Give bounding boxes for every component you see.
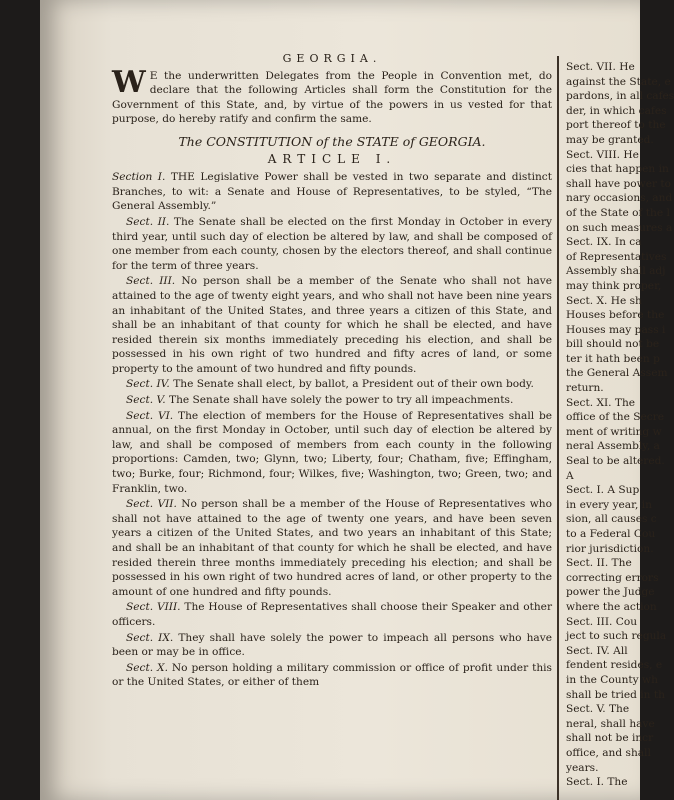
article-heading: ARTICLE I.	[267, 151, 397, 166]
right-column-line: years.	[566, 761, 599, 774]
right-column-line: shall be tried in th	[566, 688, 665, 701]
section-label: Sect. VII.	[126, 498, 177, 511]
right-column-line: nary occasions, and	[566, 192, 673, 205]
section-label: Sect. IV.	[126, 378, 170, 391]
section-text: The House of Representatives shall choose their Speaker and other officers.	[112, 601, 553, 628]
newspaper-page	[40, 0, 674, 800]
right-column-line: Sect. XI. The	[566, 396, 636, 409]
section-text: The election of members for the House of Representatives shall be annual, on the first Monday in October, until such day of election be altered by law, and shall be composed of members from each county in the following proportions: Camden, two; Glynn, two; Liberty, four; Chatham, five; Effingham, two; Burke, four; Richmond, four; Wilkes, five; Washington, two; Green, two; and Franklin, two.	[112, 409, 553, 495]
right-column-line: neral, shall have	[566, 717, 655, 730]
section-paragraph	[112, 393, 552, 408]
right-column-line: in every year, in	[566, 498, 652, 511]
right-column-line: cies that happen in	[566, 163, 669, 176]
right-column-line: ment of writing w	[566, 425, 662, 438]
right-column-line: sion, all causes c	[566, 513, 657, 526]
section-label: Sect. IX.	[126, 631, 174, 644]
right-column-line: where the action	[566, 600, 657, 613]
right-column-line: of the State of the l	[566, 206, 670, 219]
right-column-line: Assembly shall adj	[566, 265, 666, 278]
section-label: Sect. III.	[126, 275, 176, 288]
right-column-line: neral Assembly, a	[566, 440, 660, 453]
constitution-title: The CONSTITUTION of the STATE of GEORGIA.	[178, 133, 486, 149]
right-column-line: fendent resides, e	[566, 659, 663, 672]
section-paragraph	[112, 377, 552, 392]
drop-cap: W	[112, 64, 146, 100]
section-paragraph	[112, 215, 552, 273]
right-column-line: in the County wh	[566, 673, 658, 686]
right-column-line: office, and shall	[566, 746, 651, 759]
section-paragraph	[112, 600, 552, 629]
right-column-line: return.	[566, 382, 604, 395]
right-column-line: office of the Secre	[566, 411, 665, 424]
section-label: Sect. X.	[126, 661, 168, 674]
section-paragraph	[112, 631, 552, 660]
section-text: No person shall be a member of the House of Representatives who shall not have attained to the age of twenty one years, and have been seven years a citizen of the United States, and two years an inhabitant of this State; and shall be an inhabitant of that county for which he shall be elected, and have resided therein three months immediately preceding his election; and shall be possessed in his own right of two hundred acres of land, or other property to the amount of one hundred and fifty pounds.	[112, 498, 552, 598]
right-column-line: Sect. IX. In ca	[566, 236, 642, 249]
right-column-line: Sect. I. The	[566, 776, 628, 789]
right-column-line: Sect. I. A Sup	[566, 484, 640, 497]
right-column-line: may be granted.	[566, 133, 654, 146]
right-column-line: A	[566, 469, 574, 482]
right-column-line: against the State, e	[566, 75, 671, 88]
main-column	[112, 52, 552, 691]
right-column-line: correcting errors	[566, 571, 659, 584]
right-column-line: shall not be incr	[566, 732, 654, 745]
section-text: They shall have solely the power to impeach all persons who have been or may be in office.	[112, 631, 553, 659]
section-label: Sect. VIII.	[126, 601, 181, 614]
section-text: The Senate shall elect, by ballot, a President out of their own body.	[173, 378, 534, 391]
section-text: No person holding a military commission or office of profit under this or the United States, or either of them	[112, 661, 552, 689]
right-column-line: to a Federal Cou	[566, 528, 656, 540]
column-rule	[557, 56, 559, 800]
right-column-line: on such measures a	[566, 221, 673, 234]
right-column-line: Seal to be altered.	[566, 455, 665, 468]
right-column-line: may think proper,	[566, 279, 662, 292]
section-label: Section I.	[112, 171, 166, 184]
right-column-line: Sect. III. Cou	[566, 615, 638, 628]
section-paragraph	[112, 170, 552, 214]
section-label: Sect. V.	[126, 394, 166, 407]
section-label: Sect. VI.	[126, 409, 174, 422]
right-column-line: Sect. IV. All	[566, 644, 628, 657]
right-column-line: ter it hath been p	[566, 352, 660, 365]
section-text: The Senate shall have solely the power to try all impeachments.	[169, 394, 514, 407]
right-column-line: der, in which cafes	[566, 104, 667, 117]
section-text: THE Legislative Power shall be vested in two separate and distinct Branches, to wit: a Senate and House of Representatives, to be styled, “The General Assembly.”	[112, 171, 552, 213]
section-label: Sect. II.	[126, 215, 170, 228]
right-column-line: pardons, in all cafes	[566, 90, 674, 103]
section-text: No person shall be a member of the Senate who shall not have attained to the age of twenty eight years, and who shall not have been nine years an inhabitant of the United States, and three years a citizen of this State, and shall be an inhabitant of that county for which he shall be elected, and have resided therein six months immediately preceding his election, and shall be possessed in his own right of two hundred and fifty acres of land, or some property to the amount of two hundred and fifty pounds.	[112, 275, 552, 375]
right-column-line: Sect. VII. He	[566, 61, 635, 73]
section-text: The Senate shall be elected on the first Monday in October in every third year, until such day of election be altered by law, and shall be composed of one member from each county, chosen by the electors thereof, and shall continue for the term of three years.	[112, 215, 552, 272]
right-column-line: Sect. VIII. He	[566, 148, 639, 161]
right-column-line: Sect. V. The	[566, 703, 630, 716]
right-column-line: power the Judge	[566, 586, 655, 599]
right-column-line: rior jurisdiction.	[566, 542, 654, 555]
right-column-line: bill should not be	[566, 338, 660, 351]
right-column-line: Sect. X. He sh	[566, 294, 642, 307]
right-column-line: Houses before the	[566, 309, 665, 322]
right-column-line: Sect. II. The	[566, 557, 632, 570]
right-column	[566, 60, 674, 790]
right-column-line: the General Assem	[566, 367, 668, 380]
right-column-line: of Representatives	[566, 250, 667, 263]
right-column-line: port thereof to the	[566, 119, 666, 132]
section-paragraph	[112, 409, 552, 497]
right-column-line: ject to such regula	[566, 630, 667, 643]
masthead: GEORGIA.	[282, 52, 382, 65]
section-paragraph	[112, 661, 552, 690]
section-paragraph	[112, 274, 552, 376]
preamble-text: E the underwritten Delegates from the People in Convention met, do declare that the following Articles shall form the Constitution for the Government of this State, and, by virtue of the powers in us vested for that purpose, do hereby ratify and confirm the same.	[112, 69, 552, 126]
right-column-line: Houses may pass i	[566, 323, 666, 336]
right-column-line: shall have power to	[566, 177, 672, 190]
preamble	[112, 64, 552, 127]
section-paragraph	[112, 497, 552, 599]
